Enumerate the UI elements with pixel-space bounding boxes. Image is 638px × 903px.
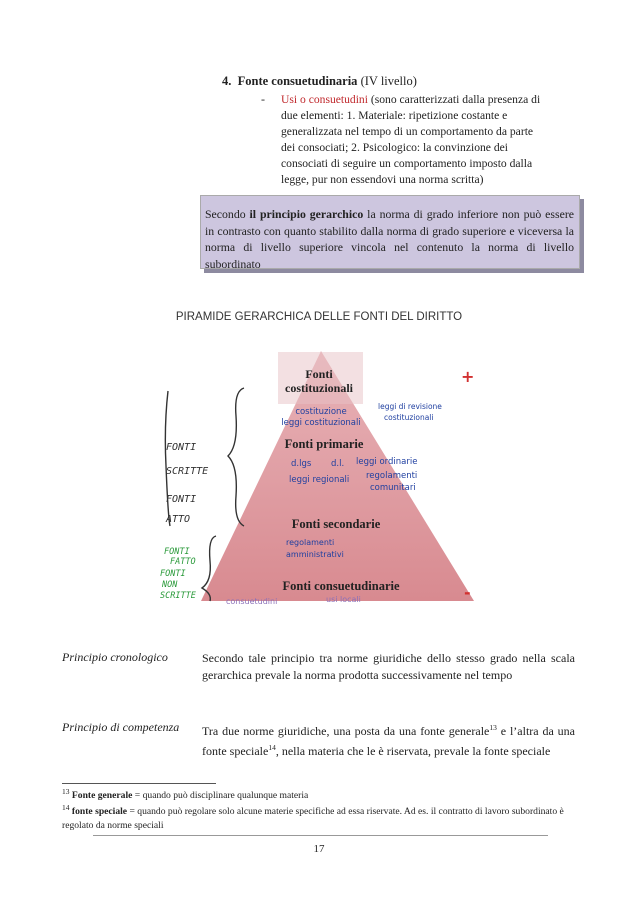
l2-leggi-reg: leggi regionali (289, 475, 350, 485)
pyramid-svg (156, 346, 478, 606)
page-footer-rule (93, 835, 548, 836)
item4-heading (222, 74, 417, 89)
item4-title: Fonte consuetudinaria (237, 74, 358, 88)
page-number: 17 (313, 843, 325, 855)
l1-side-b: costituzionali (384, 413, 434, 422)
hand-fatto: FATTO (170, 557, 196, 567)
level-1-title-a: Fonti (305, 367, 333, 381)
pyramid-title: PIRAMIDE GERARCHICA DELLE FONTI DEL DIRITTO (175, 311, 463, 323)
hand-scritte: SCRITTE (166, 466, 209, 477)
usi-consuetudini-label: Usi o consuetudini (281, 93, 368, 106)
principio-competenza-text: Tra due norme giuridiche, una posta da una fonte generale$^{13}$ e l’altra da una fonte speciale$^{14}$, nella materia che le è riservata, prevale la fonte speciale (202, 723, 576, 758)
hand-fonti-1: FONTI (166, 442, 197, 453)
item4-dash: - (261, 92, 265, 106)
principio-gerarchico-text: Secondo il principio gerarchico la norma di grado inferiore non può essere in contrasto con quanto stabilito dalla norma di grado superiore e viceversa la norma di livello superiore vincola nel contenuto la norma di livello subordinato (205, 207, 574, 271)
hand-non: NON (162, 580, 178, 590)
minus-sign: - (464, 583, 471, 602)
principio-gerarchico-bold: il principio gerarchico (249, 207, 364, 221)
footnote-ref-13[interactable]: 13 (489, 723, 497, 732)
footnote-ref-14[interactable]: 14 (268, 742, 276, 752)
l3-amministrativi: amministrativi (286, 550, 344, 559)
l4-consuetudini: consuetudini (226, 597, 278, 606)
l2-comunitari: comunitari (370, 483, 416, 493)
item4-level: (IV livello) (360, 74, 417, 88)
hand-scritte-2: SCRITTE (160, 591, 196, 601)
hand-fonti-2: FONTI (166, 494, 197, 505)
l1-side-a: leggi di revisione (378, 402, 442, 411)
l3-regolamenti: regolamenti (286, 538, 335, 547)
l1-item-leggi-cost: leggi costituzionali (281, 418, 361, 428)
usi-line-2: due elementi: 1. Materiale: ripetizione costante e (281, 109, 508, 122)
item4-number: 4. (222, 74, 232, 88)
usi-line-4: dei consociati; 2. Psicologico: la convinzione dei (281, 141, 508, 154)
pyramid-figure (156, 346, 478, 606)
principio-competenza-label: Principio di competenza (62, 720, 180, 734)
hand-atto: ATTO (166, 514, 191, 525)
level-2-title: Fonti primarie (284, 437, 364, 451)
l2-dlgs: d.lgs (291, 459, 312, 469)
level-3-title: Fonti secondarie (291, 517, 381, 531)
level-4-title: Fonti consuetudinarie (282, 579, 400, 593)
usi-line-5: consociati di seguire un comportamento imposto dalla (281, 157, 533, 170)
principio-cronologico-text: Secondo tale principio tra norme giuridiche dello stesso grado nella scala gerarchica prevale la norma prodotta successivamente nel tempo (202, 651, 575, 682)
principio-cronologico-label: Principio cronologico (62, 650, 168, 664)
l2-regolamenti: regolamenti (366, 471, 418, 481)
usi-line-1: (sono caratterizzati dalla presenza di (370, 93, 541, 106)
footnote-divider (62, 783, 216, 784)
usi-line-6: legge, pur non essendovi una norma scritta) (281, 173, 484, 186)
item4-description (281, 92, 573, 188)
hand-fonti-4: FONTI (160, 569, 186, 579)
usi-line-3: generalizzata nel tempo di un comportamento da parte (281, 125, 534, 138)
hand-fonti-3: FONTI (164, 547, 190, 557)
l2-dl: d.l. (331, 459, 345, 469)
l4-usi-locali: usi locali (326, 595, 361, 604)
level-1-title-b: costituzionali (285, 381, 353, 395)
footnote-14: $^{14}$ fonte speciale = quando può regolare solo alcune materie specifiche ad essa riservate. Ad es. il contratto di lavoro subordinato è regolato da norme speciali (62, 803, 564, 831)
footnote-13: $^{13}$ Fonte generale = quando può disciplinare qualunque materia (62, 787, 309, 802)
l2-leggi-ord: leggi ordinarie (356, 457, 418, 467)
l1-item-costituzione: costituzione (295, 407, 347, 417)
plus-sign: + (461, 367, 475, 386)
